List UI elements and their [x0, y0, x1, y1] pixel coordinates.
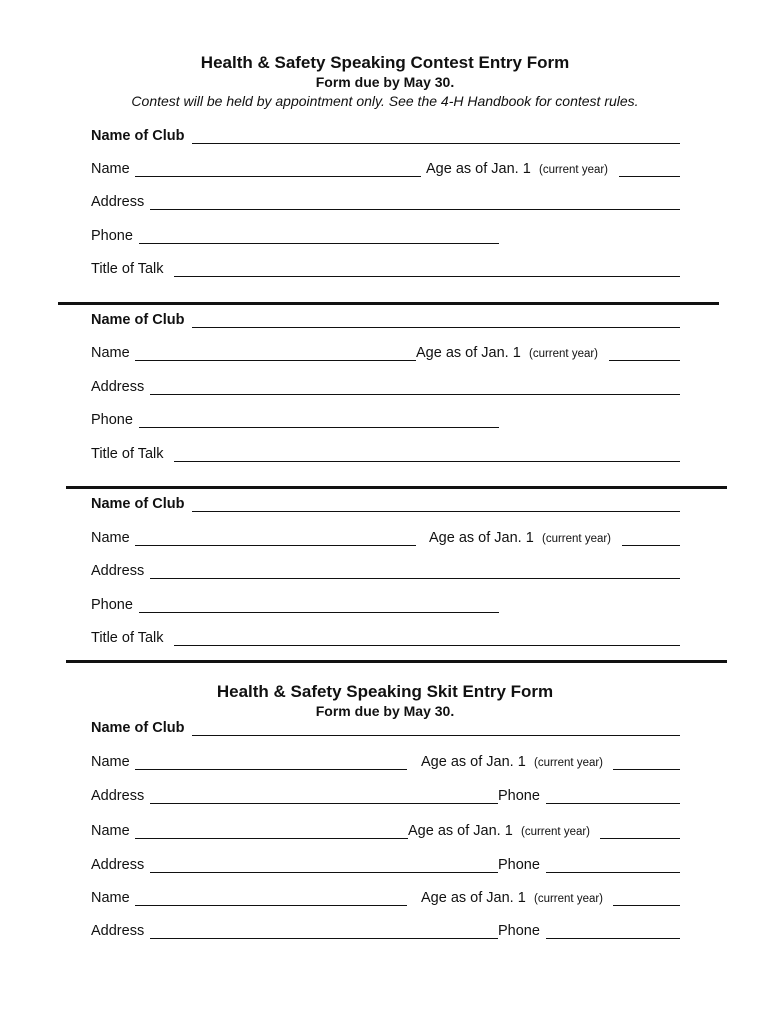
talk-title-field[interactable] — [174, 645, 680, 646]
skit-phone-field[interactable] — [546, 803, 680, 804]
club-label: Name of Club — [91, 496, 185, 512]
age-field[interactable] — [609, 360, 680, 361]
skit-age-label: Age as of Jan. 1 — [421, 890, 526, 906]
name-field[interactable] — [135, 360, 416, 361]
skit-name-label: Name — [91, 754, 130, 770]
age-label: Age as of Jan. 1 — [426, 161, 531, 177]
address-label: Address — [91, 379, 145, 395]
phone-field[interactable] — [139, 243, 499, 244]
skit-form-title: Health & Safety Speaking Skit Entry Form — [216, 682, 554, 701]
phone-label: Phone — [91, 228, 133, 244]
skit-address-field[interactable] — [150, 803, 498, 804]
skit-address-label: Address — [91, 788, 145, 804]
skit-current-year-note: (current year) — [521, 826, 591, 838]
phone-field[interactable] — [139, 427, 499, 428]
club-label: Name of Club — [91, 128, 185, 144]
address-field[interactable] — [150, 578, 680, 579]
club-label: Name of Club — [91, 312, 185, 328]
skit-name-label: Name — [91, 890, 130, 906]
name-field[interactable] — [135, 176, 421, 177]
skit-due-date: Form due by May 30. — [315, 703, 455, 719]
skit-name-field[interactable] — [135, 905, 407, 906]
skit-address-label: Address — [91, 857, 145, 873]
age-field[interactable] — [622, 545, 680, 546]
skit-name-field[interactable] — [135, 769, 407, 770]
skit-phone-label: Phone — [498, 857, 540, 873]
name-label: Name — [91, 161, 130, 177]
skit-club-field[interactable] — [192, 735, 680, 736]
skit-phone-field[interactable] — [546, 938, 680, 939]
phone-field[interactable] — [139, 612, 499, 613]
contest-due-date: Form due by May 30. — [315, 74, 455, 90]
phone-label: Phone — [91, 412, 133, 428]
address-label: Address — [91, 194, 145, 210]
skit-name-label: Name — [91, 823, 130, 839]
talk-title-field[interactable] — [174, 461, 680, 462]
skit-age-field[interactable] — [613, 769, 680, 770]
current-year-note: (current year) — [542, 533, 612, 545]
skit-age-label: Age as of Jan. 1 — [408, 823, 513, 839]
section-divider — [66, 660, 727, 663]
skit-address-field[interactable] — [150, 872, 498, 873]
name-label: Name — [91, 530, 130, 546]
address-field[interactable] — [150, 209, 680, 210]
skit-phone-label: Phone — [498, 923, 540, 939]
skit-age-label: Age as of Jan. 1 — [421, 754, 526, 770]
skit-name-field[interactable] — [135, 838, 408, 839]
skit-age-field[interactable] — [613, 905, 680, 906]
current-year-note: (current year) — [529, 348, 599, 360]
skit-club-label: Name of Club — [91, 720, 185, 736]
section-divider — [66, 486, 727, 489]
address-field[interactable] — [150, 394, 680, 395]
contest-note: Contest will be held by appointment only. See the 4-H Handbook for contest rules. — [131, 93, 639, 109]
club-field[interactable] — [192, 143, 680, 144]
phone-label: Phone — [91, 597, 133, 613]
talk-title-label: Title of Talk — [91, 630, 164, 646]
age-label: Age as of Jan. 1 — [429, 530, 534, 546]
skit-age-field[interactable] — [600, 838, 680, 839]
skit-phone-label: Phone — [498, 788, 540, 804]
talk-title-label: Title of Talk — [91, 261, 164, 277]
talk-title-field[interactable] — [174, 276, 680, 277]
club-field[interactable] — [192, 511, 680, 512]
name-label: Name — [91, 345, 130, 361]
current-year-note: (current year) — [539, 164, 609, 176]
club-field[interactable] — [192, 327, 680, 328]
age-label: Age as of Jan. 1 — [416, 345, 521, 361]
skit-address-field[interactable] — [150, 938, 498, 939]
name-field[interactable] — [135, 545, 416, 546]
skit-current-year-note: (current year) — [534, 757, 604, 769]
age-field[interactable] — [619, 176, 680, 177]
address-label: Address — [91, 563, 145, 579]
contest-form-title: Health & Safety Speaking Contest Entry Form — [200, 53, 570, 72]
section-divider — [58, 302, 719, 305]
skit-current-year-note: (current year) — [534, 893, 604, 905]
skit-phone-field[interactable] — [546, 872, 680, 873]
talk-title-label: Title of Talk — [91, 446, 164, 462]
skit-address-label: Address — [91, 923, 145, 939]
